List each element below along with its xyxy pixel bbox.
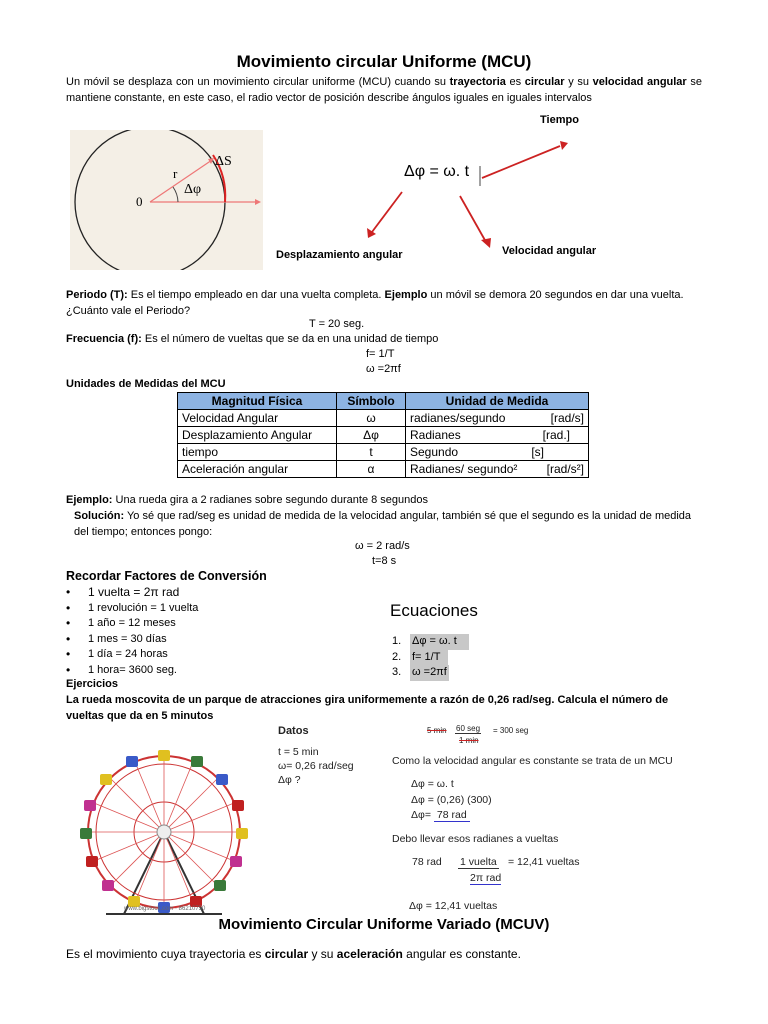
table-row xyxy=(178,410,589,427)
ejemplo-omega: ω = 2 rad/s xyxy=(355,540,410,552)
list-item: • 1 revolución = 1 vuelta xyxy=(64,601,324,617)
frecuencia-paragraph: Frecuencia (f): Es el número de vueltas que se da en una unidad de tiempo xyxy=(66,333,439,345)
list-item: • 1 año = 12 meses xyxy=(64,616,324,632)
table-row xyxy=(178,461,589,478)
ferris-wheel-icon xyxy=(66,742,262,918)
circle-diagram xyxy=(70,130,263,270)
velocidad-label: Velocidad angular xyxy=(502,245,597,257)
ejemplo-time: t=8 s xyxy=(372,555,397,567)
cell-simbolo: Δφ xyxy=(337,427,406,444)
solucion-paragraph: Solución: Yo sé que rad/seg es unidad de medida de la velocidad angular, también sé que el segundo es la unidad de medida del tiempo; entonces pongo: xyxy=(74,510,692,538)
cell-magnitud: Velocidad Angular xyxy=(178,410,337,427)
intro-paragraph: Un móvil se desplaza con un movimiento circular uniforme (MCU) cuando su trayectoria es circular y su velocidad angular se mantiene constante, en este caso, el radio vector de posición describe ángulos iguales en iguales intervalos xyxy=(66,76,702,104)
final-answer: Δφ = 12,41 vueltas xyxy=(409,900,498,912)
datos-question: Δφ ? xyxy=(278,774,301,786)
radius-label: r xyxy=(173,166,178,181)
units-header-row xyxy=(178,393,589,410)
ferris-wheel-image xyxy=(66,742,262,918)
mcu-note: Como la velocidad angular es constante se trata de un MCU xyxy=(392,755,673,767)
cell-magnitud: Desplazamiento Angular xyxy=(178,427,337,444)
ecuaciones-heading: Ecuaciones xyxy=(390,601,478,620)
image-caption: www.bigstock.com · 86210750 xyxy=(124,906,206,912)
ejercicios-heading: Ejercicios xyxy=(66,678,118,690)
frecuencia-formula-1: f= 1/T xyxy=(366,348,395,360)
datos-omega: ω= 0,26 rad/seg xyxy=(278,760,354,772)
cell-magnitud: tiempo xyxy=(178,444,337,461)
frecuencia-formula-2: ω =2πf xyxy=(366,363,401,375)
cell-unidad: Radianes [rad.] xyxy=(406,427,589,444)
list-item: 3. ω =2πf xyxy=(392,665,469,681)
table-row xyxy=(178,427,589,444)
mcuv-title: Movimiento Circular Uniforme Variado (MCUV) xyxy=(218,916,550,933)
conversion-heading: Recordar Factores de Conversión xyxy=(66,569,267,583)
list-item: • 1 vuelta = 2π rad xyxy=(64,585,324,601)
cell-simbolo: ω xyxy=(337,410,406,427)
list-item: • 1 hora= 3600 seg. xyxy=(64,663,324,679)
list-item: 2. f= 1/T xyxy=(392,650,469,666)
cell-simbolo: t xyxy=(337,444,406,461)
ejercicio-problem: La rueda moscovita de un parque de atracciones gira uniformemente a razón de 0,26 rad/seg. Calcula el número de vueltas que da en 5 minutos xyxy=(66,694,669,722)
solution-step-1: Δφ = ω. t xyxy=(411,778,454,790)
formula-diagram xyxy=(270,108,600,278)
origin-label: 0 xyxy=(136,194,143,209)
list-item: • 1 mes = 30 días xyxy=(64,632,324,648)
datos-time: t = 5 min xyxy=(278,746,319,758)
turns-conversion: 78 rad 1 vuelta = 12,41 vueltas 2π rad xyxy=(412,856,580,884)
datos-heading: Datos xyxy=(278,725,309,737)
cell-magnitud: Aceleración angular xyxy=(178,461,337,478)
page-title: Movimiento circular Uniforme (MCU) xyxy=(236,52,532,71)
desplazamiento-label: Desplazamiento angular xyxy=(276,249,403,261)
cell-unidad: Segundo [s] xyxy=(406,444,589,461)
solution-step-3: Δφ= 78 rad xyxy=(411,809,470,821)
header-unidad: Unidad de Medida xyxy=(406,393,589,410)
angle-label: Δφ xyxy=(184,182,202,197)
periodo-answer: T = 20 seg. xyxy=(309,318,365,330)
solution-step-2: Δφ = (0,26) (300) xyxy=(411,794,492,806)
conversion-list xyxy=(64,585,324,678)
table-row xyxy=(178,444,589,461)
list-item: • 1 día = 24 horas xyxy=(64,647,324,663)
ejemplo-line: Ejemplo: Una rueda gira a 2 radianes sobre segundo durante 8 segundos xyxy=(66,494,429,506)
circle-figure xyxy=(70,130,263,270)
radians-note: Debo llevar esos radianes a vueltas xyxy=(392,833,559,845)
periodo-paragraph: Periodo (T): Es el tiempo empleado en dar una vuelta completa. Ejemplo un móvil se demora 20 segundos en dar una vuelta. ¿Cuánto vale el Periodo? xyxy=(66,289,684,317)
ecuaciones-list xyxy=(392,634,469,681)
mcuv-definition: Es el movimiento cuya trayectoria es circular y su aceleración angular es constante. xyxy=(66,947,521,961)
arc-label: ΔS xyxy=(215,154,232,169)
tiempo-label: Tiempo xyxy=(540,114,579,126)
formula-text: Δφ = ω. t xyxy=(404,163,470,180)
list-item: 1. Δφ = ω. t xyxy=(392,634,469,650)
cell-simbolo: α xyxy=(337,461,406,478)
units-heading: Unidades de Medidas del MCU xyxy=(66,378,226,390)
cell-unidad: Radianes/ segundo² [rad/s²] xyxy=(406,461,589,478)
minutes-conversion: 5 min 60 seg 1 min = 300 seg xyxy=(427,724,529,745)
cell-unidad: radianes/segundo [rad/s] xyxy=(406,410,589,427)
units-table xyxy=(177,392,589,478)
header-simbolo: Símbolo xyxy=(337,393,406,410)
header-magnitud: Magnitud Física xyxy=(178,393,337,410)
